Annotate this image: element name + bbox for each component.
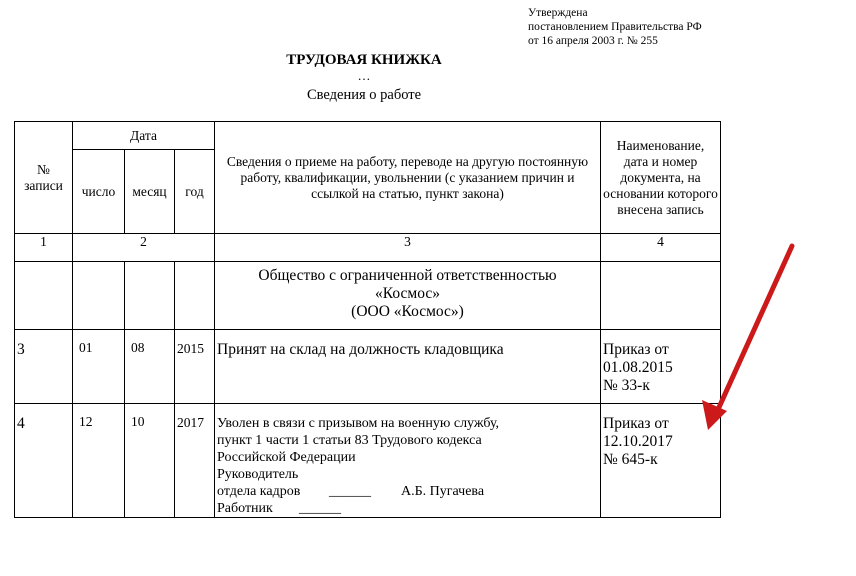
column-number-3: 3	[215, 234, 601, 262]
basis-line-3: № 33-к	[603, 377, 650, 394]
document-subtitle: Сведения о работе	[306, 87, 422, 103]
info-line-4: Руководитель	[217, 467, 299, 482]
basis-line-3: № 645-к	[603, 451, 658, 468]
header-date: Дата	[73, 122, 215, 150]
signature-label-employee: Работник	[217, 501, 273, 516]
header-number: № записи	[15, 122, 73, 234]
header-info: Сведения о приеме на работу, переводе на другую постоянную работу, квалификации, увольнении (с указанием причин и ссылкой на статью, пункт закона)	[215, 122, 601, 234]
basis-line-2: 12.10.2017	[603, 433, 673, 450]
row-year: 2015	[175, 330, 215, 404]
info-line-3: Российской Федерации	[217, 450, 356, 465]
approval-line-2: постановлением Правительства РФ	[528, 21, 702, 33]
row-info: Принят на склад на должность кладовщика	[215, 330, 601, 404]
signature-blank-employee: ______	[299, 501, 341, 516]
column-number-4: 4	[601, 234, 721, 262]
document-title: ТРУДОВАЯ КНИЖКА	[286, 52, 442, 68]
row-day: 01	[73, 330, 125, 404]
basis-line-1: Приказ от	[603, 415, 669, 432]
approval-line-1: Утверждена	[528, 7, 588, 19]
signature-name-hr: А.Б. Пугачева	[401, 484, 485, 499]
header-basis: Наименование, дата и номер документа, на основании которого внесена запись	[601, 122, 721, 234]
row-number: 3	[15, 330, 73, 404]
info-line-2: пункт 1 части 1 статьи 83 Трудового кодекса	[217, 433, 482, 448]
row-day: 12	[73, 404, 125, 518]
document-ellipsis: …	[357, 68, 371, 83]
row-month: 08	[125, 330, 175, 404]
column-number-1: 1	[15, 234, 73, 262]
basis-line-2: 01.08.2015	[603, 359, 673, 376]
approval-line-3: от 16 апреля 2003 г. № 255	[528, 35, 658, 47]
header-day: число	[73, 150, 125, 234]
company-line-2: «Космос»	[375, 285, 440, 302]
basis-line-1: Приказ от	[603, 341, 669, 358]
signature-label-hr: отдела кадров	[217, 484, 301, 499]
info-line-1: Уволен в связи с призывом на военную службу,	[217, 416, 500, 431]
row-number: 4	[15, 404, 73, 518]
column-number-2: 2	[73, 234, 215, 262]
header-year: год	[175, 150, 215, 234]
row-month: 10	[125, 404, 175, 518]
header-month: месяц	[125, 150, 175, 234]
company-line-3: (ООО «Космос»)	[351, 303, 464, 320]
row-year: 2017	[175, 404, 215, 518]
signature-blank-hr: ______	[329, 484, 371, 499]
company-line-1: Общество с ограниченной ответственностью	[258, 267, 557, 284]
